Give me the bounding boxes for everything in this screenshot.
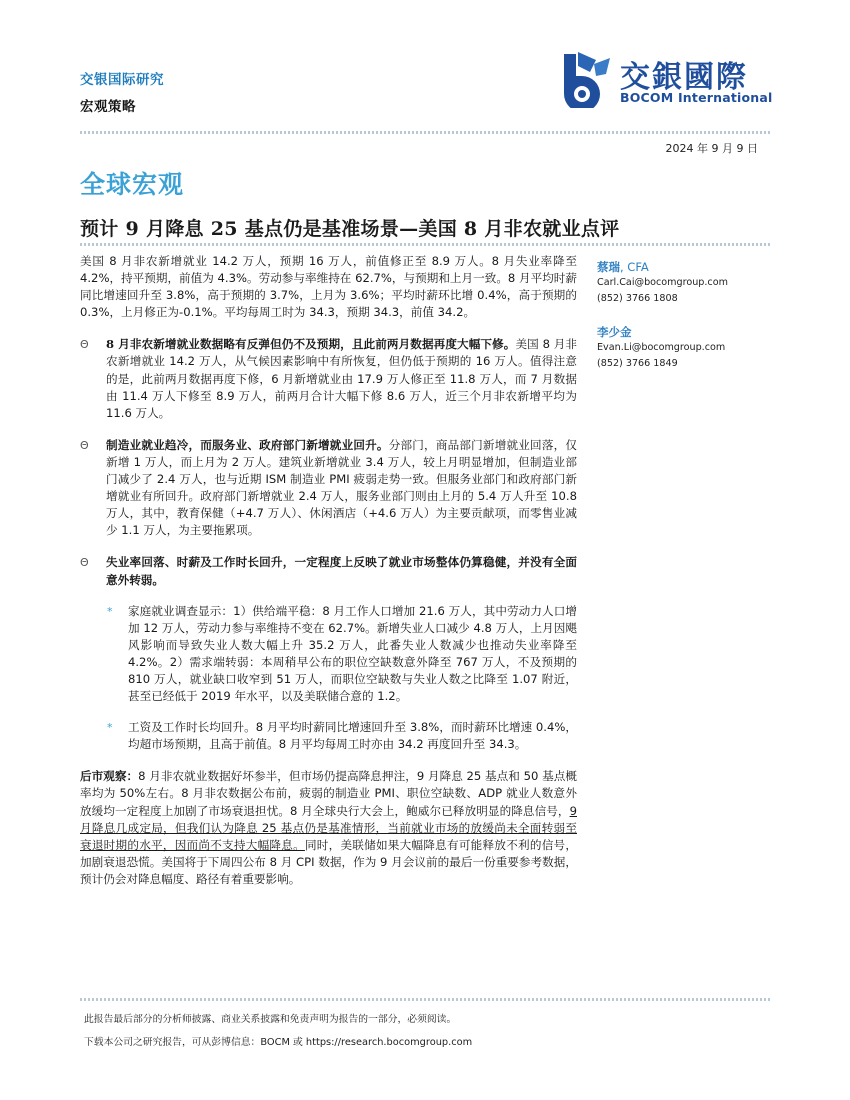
- outlook-text: 同时，美联储如果大幅降息有可能释放不利的信号，加剧衰退恐慌。美国将于下周四公布 8 月 CPI 数据，作为 9 月会议前的最后一份重要参考数据，预计仍会对降息幅度、路径有着重要影响。: [80, 837, 577, 886]
- title-divider: [80, 243, 770, 246]
- org-name: 交银国际研究: [80, 72, 164, 88]
- logo-cn-text: 交銀國際: [620, 60, 748, 95]
- dept-name: 宏观策略: [80, 99, 136, 115]
- outlook-paragraph: [80, 768, 577, 888]
- analyst-phone: (852) 3766 1849: [597, 358, 678, 369]
- asterisk-icon: *: [107, 721, 113, 735]
- analyst-email[interactable]: Carl.Cai@bocomgroup.com: [597, 277, 728, 288]
- top-divider: [80, 131, 770, 134]
- analyst-email[interactable]: Evan.Li@bocomgroup.com: [597, 342, 726, 353]
- footer-disclaimer: 此报告最后部分的分析师披露、商业关系披露和免责声明为报告的一部分，必须阅读。: [84, 1014, 457, 1025]
- sub-bullet-text: 工资及工作时长均回升。8 月平均时薪同比增速回升至 3.8%，而时薪环比增速 0.4%，均超市场预期，且高于前值。8 月平均每周工时亦由 34.2 再度回升至 34.3。: [128, 720, 577, 752]
- bullet-lead: 制造业就业趋冷，而服务业、政府部门新增就业回升。: [106, 437, 389, 452]
- footer-divider: [80, 998, 770, 1001]
- report-title: 预计 9 月降息 25 基点仍是基准场景—美国 8 月非农就业点评: [80, 218, 620, 240]
- bullet-lead: 8 月非农新增就业数据略有反弹但仍不及预期，且此前两月数据再度大幅下修。: [106, 337, 516, 352]
- bullet-lead: 失业率回落、时薪及工作时长回升，一定程度上反映了就业市场整体仍算稳健，并没有全面意外转弱。: [106, 555, 577, 587]
- bullet-marker-icon: Θ: [80, 556, 89, 570]
- analyst-name: 李少金: [597, 325, 632, 339]
- analyst-name: 蔡瑞, CFA: [597, 260, 649, 274]
- analyst-card: [597, 324, 777, 372]
- sub-bullet-item: [80, 603, 577, 706]
- outlook-text: 8 月非农就业数据好坏参半，但市场仍提高降息押注，9 月降息 25 基点和 50 基点概率均为 50%左右。8 月非农数据公布前，疲弱的制造业 PMI、职位空缺数、ADP 就业人数意外放缓均一定程度上加剧了市场衰退担忧。8 月全球央行大会上，鲍威尔已释放明显的降息信号，: [80, 769, 577, 818]
- logo-en-text: BOCOM International: [620, 90, 773, 105]
- asterisk-icon: *: [107, 604, 113, 618]
- bullet-text: 分部门，商品部门新增就业回落，仅新增 1 万人，而上月为 2 万人。建筑业新增就业 3.4 万人，较上月明显增加，但制造业部门减少了 2.4 万人，也与近期 ISM 制造业 PMI 疲弱走势一致。但服务业部门和政府部门新增就业有所回升。政府部门新增就业 2.4 万人，服务业部门则由上月的 5.4 万人升至 10.8 万人，其中，教育保健（+4.7 万人）、休闲酒店（+4.6 万人）为主要贡献项，而零售业减少 1.1 万人，为主要拖累项。: [106, 437, 577, 538]
- bullet-marker-icon: Θ: [80, 438, 89, 452]
- section-title: 全球宏观: [80, 170, 185, 199]
- bocom-logo: [556, 50, 773, 108]
- intro-paragraph: 美国 8 月非农新增就业 14.2 万人，预期 16 万人，前值修正至 8.9 万人。8 月失业率降至 4.2%，持平预期，前值为 4.3%。劳动参与率维持在 62.7%，与预期和上月一致。8 月平均时薪同比增速回升至 3.8%，高于预期的 3.7%，上月为 3.6%；平均时薪环比增 0.4%，高于预期的 0.3%，上月修正为-0.1%。平均每周工时为 34.3，预期 34.3，前值 34.2。: [80, 254, 577, 320]
- footer-download-info: 下载本公司之研究报告，可从彭博信息：BOCM 或 https://research.bocomgroup.com: [84, 1037, 473, 1048]
- outlook-underlined: 9 月降息几成定局，但我们认为降息 25 基点仍是基准情形，当前就业市场的放缓尚未全面转弱至衰退时期的水平，因而尚不支持大幅降息。: [80, 803, 577, 852]
- sub-bullet-item: [80, 719, 577, 753]
- sub-bullet-text: 家庭就业调查显示：1）供给端平稳：8 月工作人口增加 21.6 万人，其中劳动力人口增加 12 万人，劳动力参与率维持不变在 62.7%。新增失业人口减少 4.8 万人，上月因飓风影响而导致失业人数大幅上升 35.2 万人，此番失业人数减少也推动失业率降至 4.2%。2）需求端转弱：本周稍早公布的职位空缺数意外降至 767 万人，不及预期的 810 万人，就业缺口收窄到 51 万人，而职位空缺数与失业人数之比降至 1.07 附近，甚至已经低于 2019 年水平，以及美联储合意的 1.2。: [128, 603, 577, 704]
- bullet-item: [80, 336, 577, 421]
- outlook-lead: 后市观察：: [80, 769, 139, 784]
- analyst-sidebar: [597, 259, 777, 389]
- bullet-marker-icon: Θ: [80, 338, 89, 352]
- analyst-card: [597, 259, 777, 307]
- header-left: [80, 68, 164, 115]
- analyst-phone: (852) 3766 1808: [597, 293, 678, 304]
- bullet-text: 美国 8 月非农新增就业 14.2 万人，从气候因素影响中有所恢复，但仍低于预期的 16 万人。值得注意的是，此前两月数据再度下修，6 月新增就业由 17.9 万人修正至 11.8 万人，而 7 月数据由 11.4 万人下修至 8.9 万人，前两月合计大幅下修 8.6 万人，近三个月非农新增平均为 11.6 万人。: [106, 337, 578, 420]
- report-date: 2024 年 9 月 9 日: [665, 142, 758, 155]
- main-content: [80, 253, 577, 888]
- bullet-item: [80, 554, 577, 588]
- bocom-logo-icon: [556, 50, 618, 108]
- bullet-item: [80, 437, 577, 540]
